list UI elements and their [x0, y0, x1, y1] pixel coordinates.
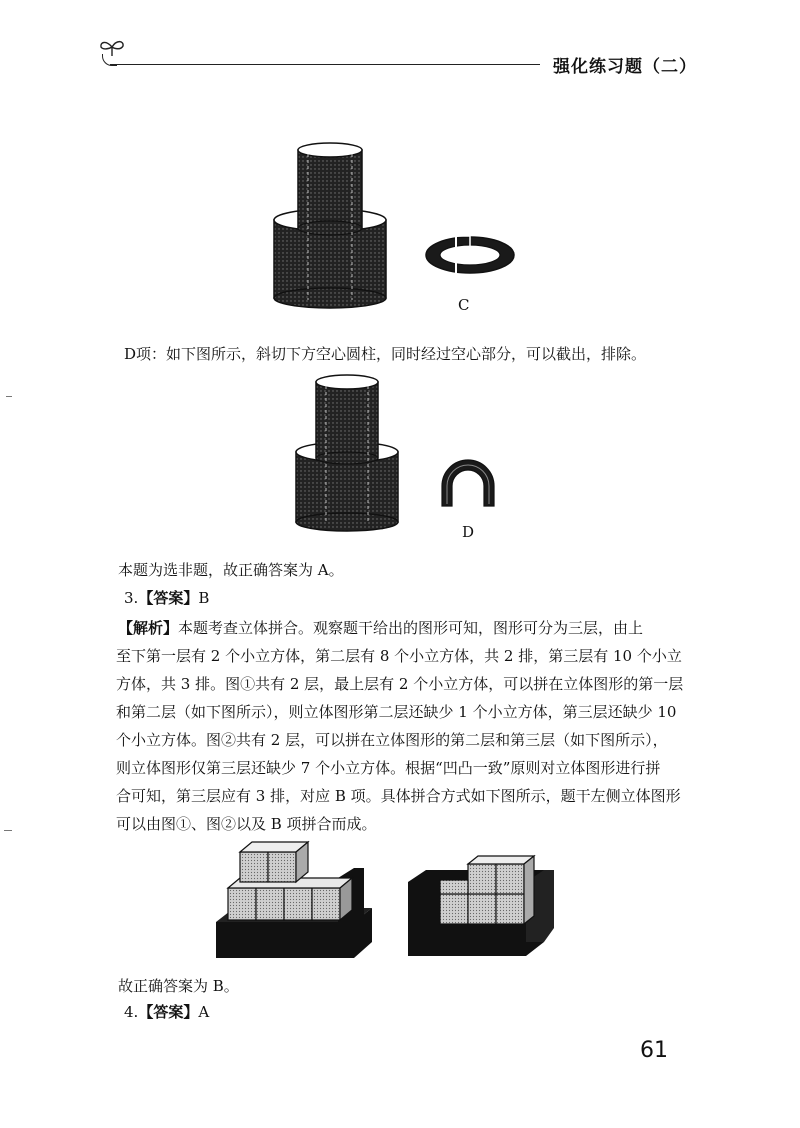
figure-d-label: D	[462, 523, 475, 541]
question-4-answer-label: 【答案】	[138, 1003, 199, 1021]
page-number: 61	[640, 1038, 668, 1063]
analysis-line-4: 和第二层（如下图所示），则立体图形第二层还缺少 1 个小立方体，第三层还缺少 10	[116, 703, 677, 721]
running-header-title: 强化练习题（二）	[553, 57, 697, 77]
analysis-line-6: 则立体图形仅第三层还缺少 7 个小立方体。根据“凹凸一致”原则对立体图形进行拼	[116, 759, 661, 777]
question-3-number: 3.	[124, 589, 139, 607]
analysis-line-7: 合可知，第三层应有 3 排，对应 B 项。具体拼合方式如下图所示，题干左侧立体图形	[116, 787, 681, 805]
option-d-text: D项：如下图所示，斜切下方空心圆柱，同时经过空心部分，可以截出，排除。	[124, 345, 647, 363]
analysis-line-8: 可以由图①、图②以及 B 项拼合而成。	[116, 815, 377, 833]
figure-d-cylinders	[292, 370, 402, 540]
analysis-line-2: 至下第一层有 2 个小立方体，第二层有 8 个小立方体，共 2 排，第三层有 10 个小立	[116, 647, 682, 665]
analysis-line-5: 个小立方体。图②共有 2 层，可以拼在立体图形的第二层和第三层（如下图所示），	[116, 731, 668, 749]
analysis-line-1-text: 本题考查立体拼合。观察题干给出的图形可知，图形可分为三层，由上	[178, 619, 644, 637]
question-3-answer-value: B	[198, 589, 210, 607]
analysis-line-3: 方体，共 3 排。图①共有 2 层，最上层有 2 个小立方体，可以拼在立体图形的第一层	[116, 675, 684, 693]
question-2-conclusion: 本题为选非题，故正确答案为 A。	[118, 561, 344, 579]
question-3-analysis-label: 【解析】	[118, 619, 179, 637]
question-4-answer	[124, 998, 694, 1026]
scan-mark	[6, 396, 12, 397]
header-rule	[110, 64, 540, 65]
question-3-conclusion: 故正确答案为 B。	[118, 977, 239, 995]
question-3-answer-label: 【答案】	[138, 589, 199, 607]
scan-mark	[4, 830, 12, 831]
question-3-answer	[124, 584, 694, 612]
figure-c-ring-section	[420, 230, 520, 280]
question-4-answer-value: A	[198, 1003, 210, 1021]
figure-c-label: C	[458, 296, 470, 314]
cube-assembly-figure-right	[406, 852, 556, 958]
question-4-number: 4.	[124, 1003, 139, 1021]
cube-assembly-figure-left	[214, 838, 374, 960]
figure-d-arch-section	[438, 458, 498, 508]
figure-c-cylinders	[270, 140, 390, 310]
analysis-line-1	[118, 614, 688, 642]
